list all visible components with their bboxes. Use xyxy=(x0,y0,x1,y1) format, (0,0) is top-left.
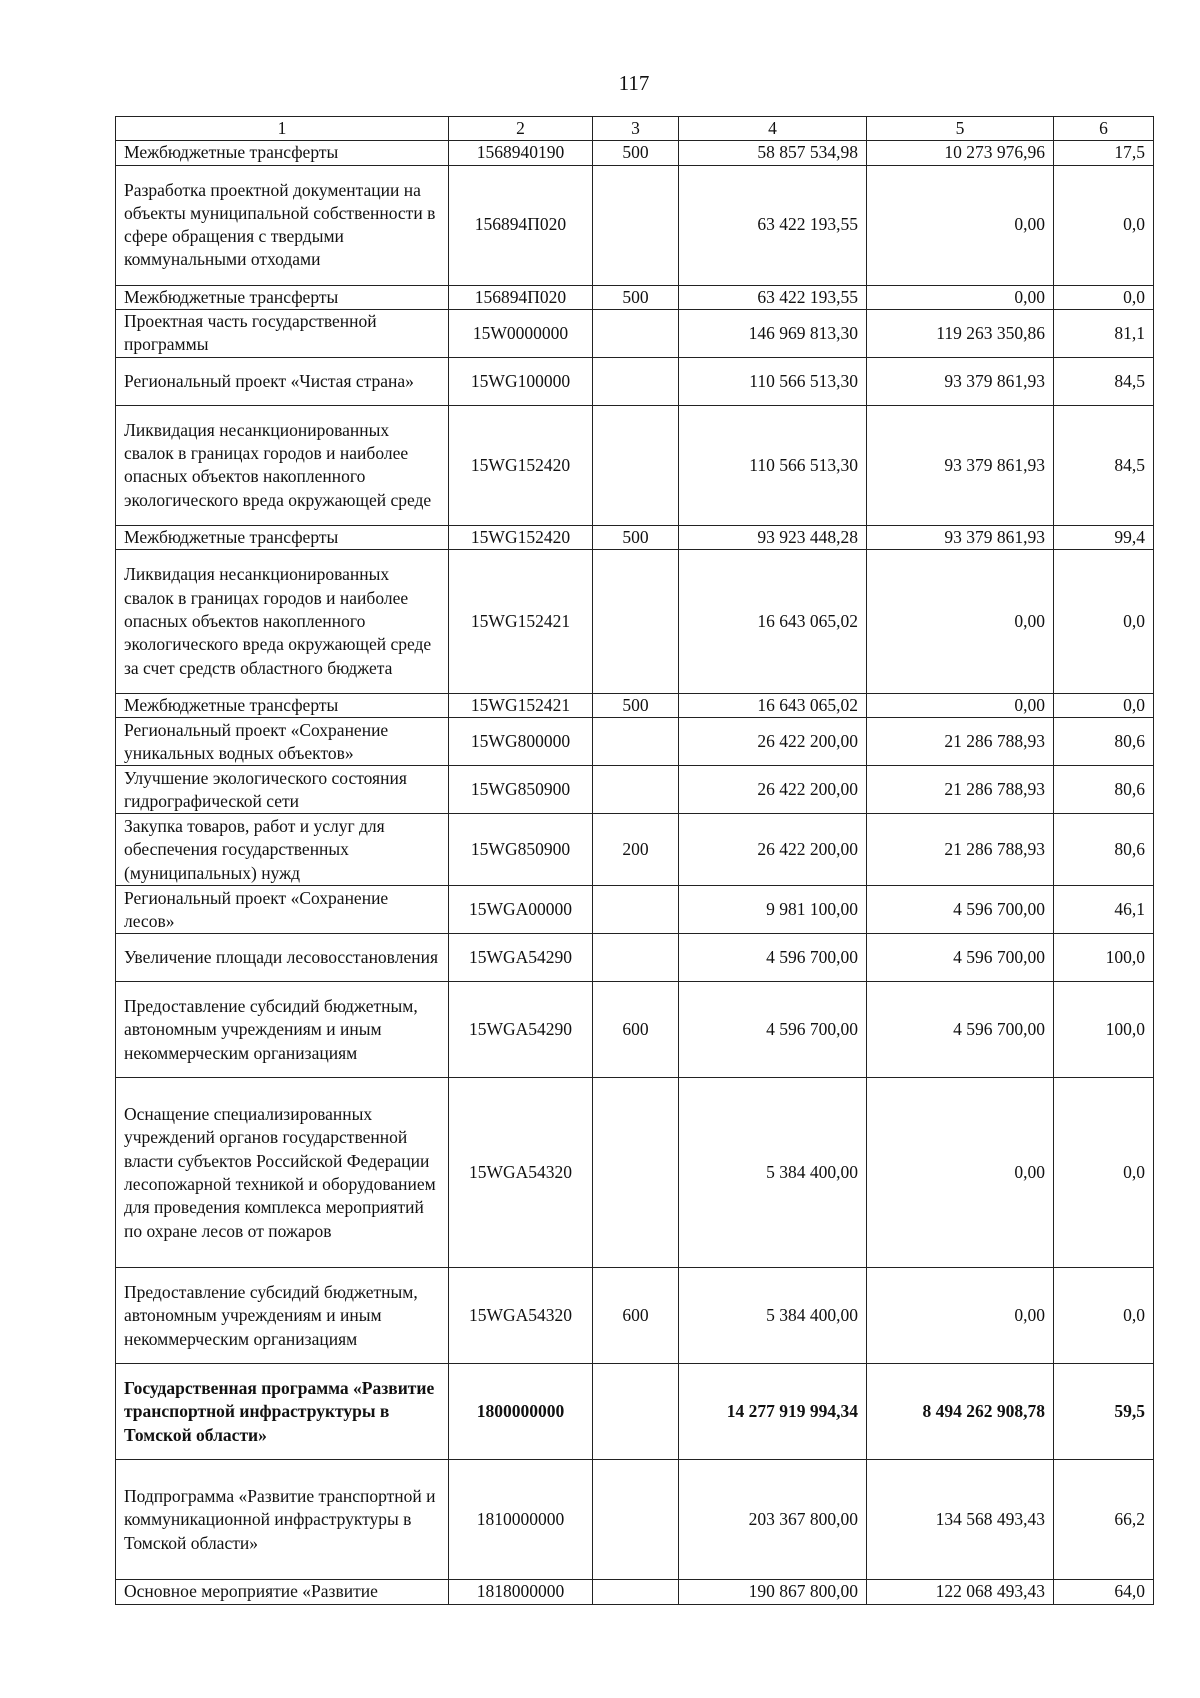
execution-percent: 0,0 xyxy=(1054,165,1154,285)
actual-amount: 10 273 976,96 xyxy=(867,141,1054,165)
planned-amount: 26 422 200,00 xyxy=(679,814,867,886)
actual-amount: 0,00 xyxy=(867,1268,1054,1364)
planned-amount: 93 923 448,28 xyxy=(679,525,867,549)
expense-type: 600 xyxy=(593,1268,679,1364)
column-header: 2 xyxy=(449,117,593,141)
execution-percent: 66,2 xyxy=(1054,1460,1154,1580)
execution-percent: 100,0 xyxy=(1054,934,1154,982)
execution-percent: 84,5 xyxy=(1054,405,1154,525)
planned-amount: 110 566 513,30 xyxy=(679,357,867,405)
execution-percent: 0,0 xyxy=(1054,694,1154,718)
table-row xyxy=(116,141,1154,165)
execution-percent: 0,0 xyxy=(1054,550,1154,694)
item-name: Предоставление субсидий бюджетным, автономным учреждениям и иным некоммерческим организациям xyxy=(116,982,449,1078)
execution-percent: 46,1 xyxy=(1054,886,1154,934)
actual-amount: 122 068 493,43 xyxy=(867,1580,1054,1604)
table-row xyxy=(116,1078,1154,1268)
execution-percent: 99,4 xyxy=(1054,525,1154,549)
header-row xyxy=(116,117,1154,141)
item-name: Межбюджетные трансферты xyxy=(116,285,449,309)
actual-amount: 0,00 xyxy=(867,550,1054,694)
planned-amount: 63 422 193,55 xyxy=(679,285,867,309)
table-row xyxy=(116,814,1154,886)
table-row xyxy=(116,285,1154,309)
actual-amount: 21 286 788,93 xyxy=(867,814,1054,886)
item-name: Улучшение экологического состояния гидрографической сети xyxy=(116,766,449,814)
expense-type xyxy=(593,309,679,357)
actual-amount: 4 596 700,00 xyxy=(867,934,1054,982)
table-row xyxy=(116,766,1154,814)
item-name: Увеличение площади лесовосстановления xyxy=(116,934,449,982)
actual-amount: 0,00 xyxy=(867,694,1054,718)
planned-amount: 4 596 700,00 xyxy=(679,982,867,1078)
table-row xyxy=(116,405,1154,525)
target-code: 15WG152420 xyxy=(449,525,593,549)
execution-percent: 84,5 xyxy=(1054,357,1154,405)
planned-amount: 9 981 100,00 xyxy=(679,886,867,934)
table-row-program-total xyxy=(116,1364,1154,1460)
table-row xyxy=(116,550,1154,694)
target-code: 15WGA54320 xyxy=(449,1078,593,1268)
execution-percent: 59,5 xyxy=(1054,1364,1154,1460)
item-name: Межбюджетные трансферты xyxy=(116,694,449,718)
execution-percent: 0,0 xyxy=(1054,1268,1154,1364)
actual-amount: 0,00 xyxy=(867,165,1054,285)
expense-type xyxy=(593,1580,679,1604)
expense-type xyxy=(593,405,679,525)
expense-type: 500 xyxy=(593,285,679,309)
item-name: Ликвидация несанкционированных свалок в границах городов и наиболее опасных объектов накопленного экологического вреда окружающей среде за счет средств областного бюджета xyxy=(116,550,449,694)
item-name: Региональный проект «Чистая страна» xyxy=(116,357,449,405)
column-header: 4 xyxy=(679,117,867,141)
execution-percent: 80,6 xyxy=(1054,766,1154,814)
item-name: Подпрограмма «Развитие транспортной и коммуникационной инфраструктуры в Томской области» xyxy=(116,1460,449,1580)
planned-amount: 14 277 919 994,34 xyxy=(679,1364,867,1460)
page-number: 117 xyxy=(618,71,650,95)
execution-percent: 0,0 xyxy=(1054,285,1154,309)
actual-amount: 93 379 861,93 xyxy=(867,405,1054,525)
target-code: 15WGA54290 xyxy=(449,934,593,982)
item-name: Проектная часть государственной программы xyxy=(116,309,449,357)
expense-type: 500 xyxy=(593,694,679,718)
expense-type: 500 xyxy=(593,525,679,549)
execution-percent: 80,6 xyxy=(1054,718,1154,766)
budget-table xyxy=(115,116,1154,1605)
actual-amount: 119 263 350,86 xyxy=(867,309,1054,357)
table-row xyxy=(116,1580,1154,1604)
target-code: 15WG850900 xyxy=(449,814,593,886)
target-code: 156894П020 xyxy=(449,165,593,285)
table-row xyxy=(116,718,1154,766)
execution-percent: 81,1 xyxy=(1054,309,1154,357)
target-code: 156894П020 xyxy=(449,285,593,309)
planned-amount: 146 969 813,30 xyxy=(679,309,867,357)
execution-percent: 17,5 xyxy=(1054,141,1154,165)
planned-amount: 16 643 065,02 xyxy=(679,550,867,694)
expense-type: 600 xyxy=(593,982,679,1078)
target-code: 15WG800000 xyxy=(449,718,593,766)
planned-amount: 63 422 193,55 xyxy=(679,165,867,285)
target-code: 1800000000 xyxy=(449,1364,593,1460)
expense-type xyxy=(593,550,679,694)
planned-amount: 203 367 800,00 xyxy=(679,1460,867,1580)
actual-amount: 21 286 788,93 xyxy=(867,718,1054,766)
actual-amount: 21 286 788,93 xyxy=(867,766,1054,814)
column-header: 5 xyxy=(867,117,1054,141)
actual-amount: 8 494 262 908,78 xyxy=(867,1364,1054,1460)
actual-amount: 93 379 861,93 xyxy=(867,357,1054,405)
planned-amount: 4 596 700,00 xyxy=(679,934,867,982)
table-row xyxy=(116,934,1154,982)
expense-type xyxy=(593,1078,679,1268)
table-row xyxy=(116,1268,1154,1364)
item-name: Закупка товаров, работ и услуг для обеспечения государственных (муниципальных) нужд xyxy=(116,814,449,886)
expense-type xyxy=(593,934,679,982)
item-name: Межбюджетные трансферты xyxy=(116,141,449,165)
expense-type xyxy=(593,1364,679,1460)
execution-percent: 0,0 xyxy=(1054,1078,1154,1268)
expense-type xyxy=(593,718,679,766)
column-header: 3 xyxy=(593,117,679,141)
planned-amount: 16 643 065,02 xyxy=(679,694,867,718)
table-row xyxy=(116,886,1154,934)
table-row xyxy=(116,165,1154,285)
execution-percent: 64,0 xyxy=(1054,1580,1154,1604)
actual-amount: 93 379 861,93 xyxy=(867,525,1054,549)
column-header: 6 xyxy=(1054,117,1154,141)
table-row xyxy=(116,982,1154,1078)
expense-type xyxy=(593,357,679,405)
item-name: Межбюджетные трансферты xyxy=(116,525,449,549)
item-name: Региональный проект «Сохранение лесов» xyxy=(116,886,449,934)
planned-amount: 5 384 400,00 xyxy=(679,1078,867,1268)
target-code: 15WGA00000 xyxy=(449,886,593,934)
planned-amount: 5 384 400,00 xyxy=(679,1268,867,1364)
execution-percent: 100,0 xyxy=(1054,982,1154,1078)
target-code: 15WGA54320 xyxy=(449,1268,593,1364)
target-code: 15WG152421 xyxy=(449,550,593,694)
planned-amount: 26 422 200,00 xyxy=(679,766,867,814)
table-row xyxy=(116,1460,1154,1580)
target-code: 15WG152420 xyxy=(449,405,593,525)
target-code: 1810000000 xyxy=(449,1460,593,1580)
expense-type xyxy=(593,165,679,285)
execution-percent: 80,6 xyxy=(1054,814,1154,886)
item-name: Ликвидация несанкционированных свалок в границах городов и наиболее опасных объектов накопленного экологического вреда окружающей среде xyxy=(116,405,449,525)
item-name: Предоставление субсидий бюджетным, автономным учреждениям и иным некоммерческим организациям xyxy=(116,1268,449,1364)
target-code: 15WG152421 xyxy=(449,694,593,718)
expense-type xyxy=(593,766,679,814)
item-name: Основное мероприятие «Развитие xyxy=(116,1580,449,1604)
target-code: 15W0000000 xyxy=(449,309,593,357)
expense-type: 200 xyxy=(593,814,679,886)
item-name: Региональный проект «Сохранение уникальных водных объектов» xyxy=(116,718,449,766)
column-header: 1 xyxy=(116,117,449,141)
target-code: 15WG850900 xyxy=(449,766,593,814)
expense-type: 500 xyxy=(593,141,679,165)
table-row xyxy=(116,694,1154,718)
actual-amount: 0,00 xyxy=(867,285,1054,309)
planned-amount: 58 857 534,98 xyxy=(679,141,867,165)
actual-amount: 134 568 493,43 xyxy=(867,1460,1054,1580)
target-code: 1818000000 xyxy=(449,1580,593,1604)
planned-amount: 26 422 200,00 xyxy=(679,718,867,766)
table-row xyxy=(116,525,1154,549)
planned-amount: 110 566 513,30 xyxy=(679,405,867,525)
actual-amount: 4 596 700,00 xyxy=(867,982,1054,1078)
item-name: Оснащение специализированных учреждений органов государственной власти субъектов Российской Федерации лесопожарной техникой и оборудованием для проведения комплекса мероприятий по охране лесов от пожаров xyxy=(116,1078,449,1268)
expense-type xyxy=(593,886,679,934)
target-code: 15WGA54290 xyxy=(449,982,593,1078)
table-row xyxy=(116,309,1154,357)
item-name: Разработка проектной документации на объекты муниципальной собственности в сфере обращения с твердыми коммунальными отходами xyxy=(116,165,449,285)
actual-amount: 0,00 xyxy=(867,1078,1054,1268)
table-row xyxy=(116,357,1154,405)
actual-amount: 4 596 700,00 xyxy=(867,886,1054,934)
target-code: 1568940190 xyxy=(449,141,593,165)
expense-type xyxy=(593,1460,679,1580)
target-code: 15WG100000 xyxy=(449,357,593,405)
planned-amount: 190 867 800,00 xyxy=(679,1580,867,1604)
item-name: Государственная программа «Развитие транспортной инфраструктуры в Томской области» xyxy=(116,1364,449,1460)
